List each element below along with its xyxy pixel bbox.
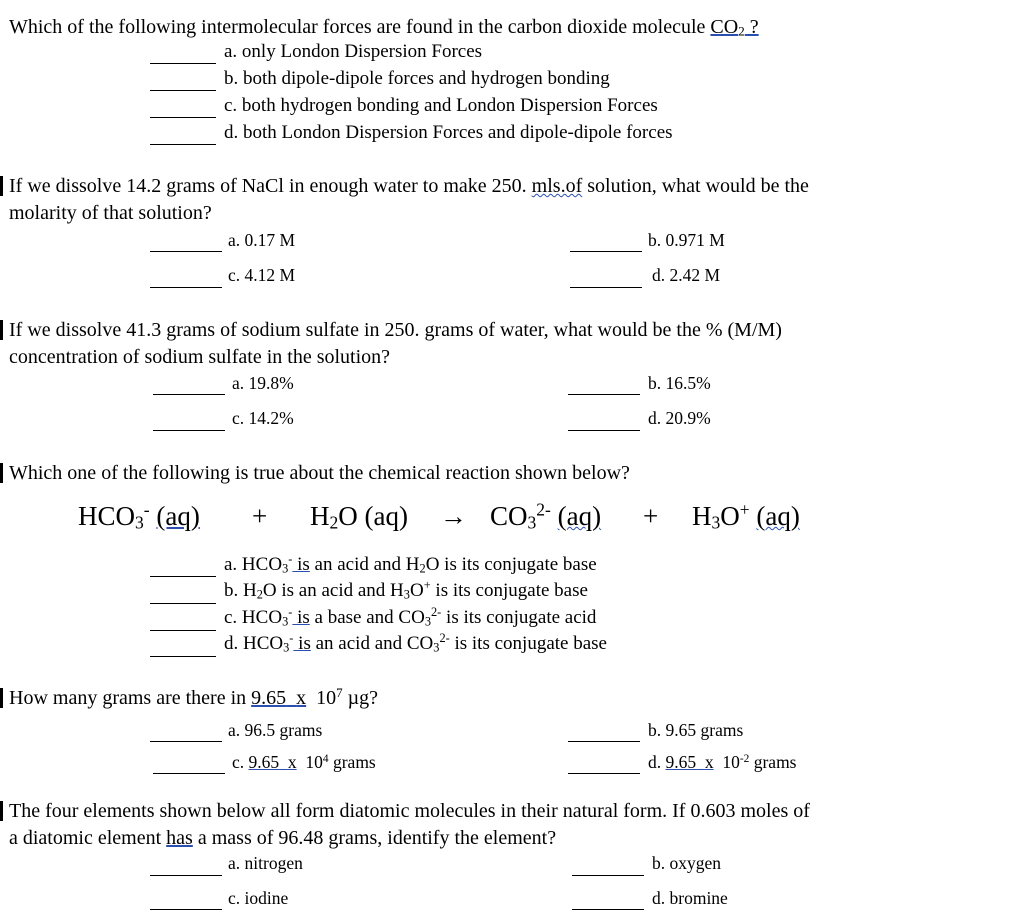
- answer-blank[interactable]: [570, 287, 642, 288]
- reactant-h2o: $H_2O$ (aq): [310, 501, 408, 533]
- q1-option-a: a. only London Dispersion Forces: [224, 41, 483, 62]
- answer-blank[interactable]: [568, 430, 640, 431]
- q3-answer-b: b. 16.5%: [648, 373, 711, 393]
- answer-blank[interactable]: [150, 875, 222, 876]
- question-2-line-1: If we dissolve 14.2 grams of NaCl in enough water to make 250. mls.of solution, what would be the: [9, 175, 809, 197]
- margin-marker: [0, 463, 3, 483]
- q6-answer-a: a. nitrogen: [228, 853, 303, 873]
- q3-answer-a: a. 19.8%: [232, 373, 294, 393]
- answer-blank[interactable]: [568, 394, 640, 395]
- answer-blank[interactable]: [572, 909, 644, 910]
- q6-answer-b: b. oxygen: [652, 853, 722, 873]
- answer-blank[interactable]: [153, 773, 225, 774]
- q6-answer-d: d. bromine: [652, 888, 728, 908]
- q4-option-d: d. $HCO_3^-$ is an acid and $CO_3^{2-}$ is its conjugate base: [224, 631, 607, 655]
- q5-answer-c: c. 9.65 x $10^4$ grams: [232, 752, 376, 772]
- q2-answer-b: b. 0.971 M: [648, 230, 725, 250]
- reaction-arrow: →: [440, 501, 467, 531]
- question-2-line-2: molarity of that solution?: [9, 202, 212, 224]
- margin-marker: [0, 320, 3, 340]
- answer-blank[interactable]: [150, 144, 216, 145]
- answer-blank[interactable]: [150, 251, 222, 252]
- answer-blank[interactable]: [150, 741, 222, 742]
- question-6-line-1: The four elements shown below all form diatomic molecules in their natural form. If 0.603 moles of: [9, 800, 810, 822]
- question-4-text: Which one of the following is true about the chemical reaction shown below?: [9, 462, 630, 484]
- q4-option-c: c. $HCO_3^-$ is a base and $CO_3^{2-}$ is its conjugate acid: [224, 605, 597, 629]
- answer-blank[interactable]: [570, 251, 642, 252]
- question-6-line-2: a diatomic element has a mass of 96.48 grams, identify the element?: [9, 827, 557, 849]
- q3-answer-c: c. 14.2%: [232, 408, 294, 428]
- q1-option-c: c. both hydrogen bonding and London Dispersion Forces: [224, 95, 658, 116]
- answer-blank[interactable]: [150, 630, 216, 631]
- q4-option-b: b. $H_2O$ is an acid and $H_3O^+$ is its conjugate base: [224, 578, 588, 602]
- question-1-text: Which of the following intermolecular forces are found in the carbon dioxide molecule $CO_2$ ?: [9, 16, 759, 39]
- q4-option-a: a. $HCO_3^-$ is an acid and $H_2O$ is its conjugate base: [224, 552, 597, 576]
- answer-blank[interactable]: [150, 117, 216, 118]
- answer-blank[interactable]: [572, 875, 644, 876]
- q3-answer-d: d. 20.9%: [648, 408, 711, 428]
- product-co3: $CO_3^{2-}$ (aq): [490, 499, 602, 533]
- margin-marker: [0, 688, 3, 708]
- answer-blank[interactable]: [568, 773, 640, 774]
- answer-blank[interactable]: [150, 287, 222, 288]
- margin-marker: [0, 176, 3, 196]
- reactant-hco3: $HCO_3^-$ (aq): [78, 499, 200, 533]
- margin-marker: [0, 801, 3, 821]
- q2-answer-c: c. 4.12 M: [228, 265, 296, 285]
- question-3-line-2: concentration of sodium sulfate in the solution?: [9, 346, 391, 368]
- q1-option-b: b. both dipole-dipole forces and hydrogen bonding: [224, 68, 610, 89]
- question-5-text: How many grams are there in 9.65 x $10^7$ µg?: [9, 684, 379, 709]
- answer-blank[interactable]: [153, 394, 225, 395]
- plus-sign: +: [643, 501, 659, 531]
- q2-answer-a: a. 0.17 M: [228, 230, 296, 250]
- q6-answer-c: c. iodine: [228, 888, 289, 908]
- q5-answer-d: d. 9.65 x $10^{-2}$ grams: [648, 752, 797, 772]
- answer-blank[interactable]: [150, 63, 216, 64]
- question-3-line-1: If we dissolve 41.3 grams of sodium sulfate in 250. grams of water, what would be the % (M/M): [9, 319, 782, 341]
- q5-answer-b: b. 9.65 grams: [648, 720, 744, 740]
- co2-formula: $CO_2$ ?: [710, 16, 759, 39]
- answer-blank[interactable]: [150, 909, 222, 910]
- plus-sign: +: [252, 501, 268, 531]
- answer-blank[interactable]: [150, 576, 216, 577]
- answer-blank[interactable]: [568, 741, 640, 742]
- answer-blank[interactable]: [150, 656, 216, 657]
- answer-blank[interactable]: [150, 603, 216, 604]
- q5-answer-a: a. 96.5 grams: [228, 720, 323, 740]
- answer-blank[interactable]: [153, 430, 225, 431]
- q2-answer-d: d. 2.42 M: [652, 265, 721, 285]
- answer-blank[interactable]: [150, 90, 216, 91]
- q1-option-d: d. both London Dispersion Forces and dipole-dipole forces: [224, 122, 673, 143]
- product-h3o: $H_3O^+$ (aq): [692, 499, 800, 533]
